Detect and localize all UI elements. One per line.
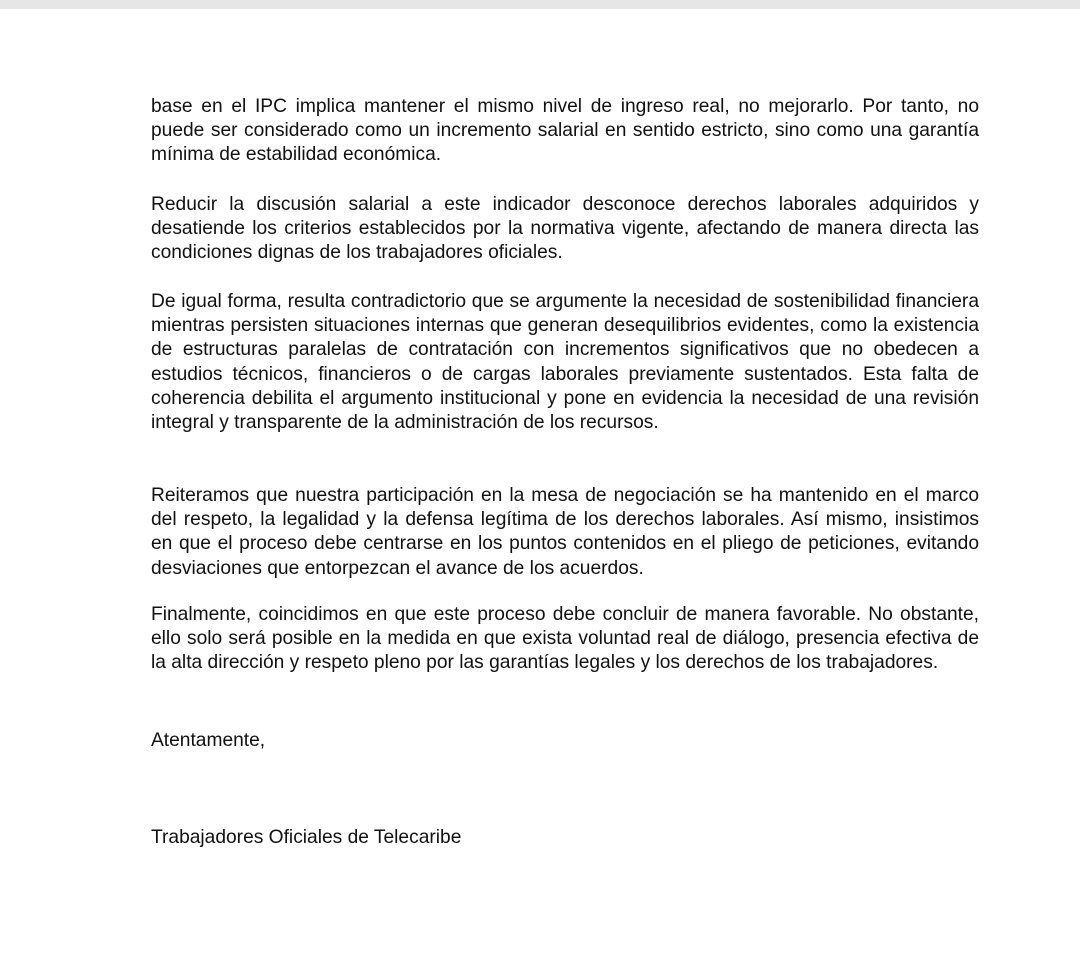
signature-line: Trabajadores Oficiales de Telecaribe bbox=[151, 827, 462, 848]
paragraph-sostenibilidad: De igual forma, resulta contradictorio que se argumente la necesidad de sostenibilidad financiera mientras persisten situaciones internas que generan desequilibrios evidentes, como la existencia de estructuras paralelas de contratación con incrementos significativos que no obedecen a estudios técnicos, financieros o de cargas laborales previamente sustentados. Esta falta de coherencia debilita el argumento institucional y pone en evidencia la necesidad de una revisión integral y transparente de la administración de los recursos. bbox=[151, 291, 979, 434]
closing-line: Atentamente, bbox=[151, 730, 266, 751]
paragraph-participacion: Reiteramos que nuestra participación en la mesa de negociación se ha mantenido en el marco del respeto, la legalidad y la defensa legítima de los derechos laborales. Así mismo, insistimos en que el proceso debe centrarse en los puntos contenidos en el pliego de peticiones, evitando desviaciones que entorpezcan el avance de los acuerdos. bbox=[151, 485, 979, 579]
top-border bbox=[0, 0, 1080, 9]
paragraph-ipc: base en el IPC implica mantener el mismo nivel de ingreso real, no mejorarlo. Por tanto, no puede ser considerado como un incremento salarial en sentido estricto, sino como una garantía mínima de estabilidad económica. bbox=[151, 96, 979, 166]
paragraph-discusion-salarial: Reducir la discusión salarial a este indicador desconoce derechos laborales adquiridos y desatiende los criterios establecidos por la normativa vigente, afectando de manera directa las condiciones dignas de los trabajadores oficiales. bbox=[151, 194, 979, 264]
paragraph-finalmente: Finalmente, coincidimos en que este proceso debe concluir de manera favorable. No obstante, ello solo será posible en la medida en que exista voluntad real de diálogo, presencia efectiva de la alta dirección y respeto pleno por las garantías legales y los derechos de los trabajadores. bbox=[151, 604, 979, 674]
